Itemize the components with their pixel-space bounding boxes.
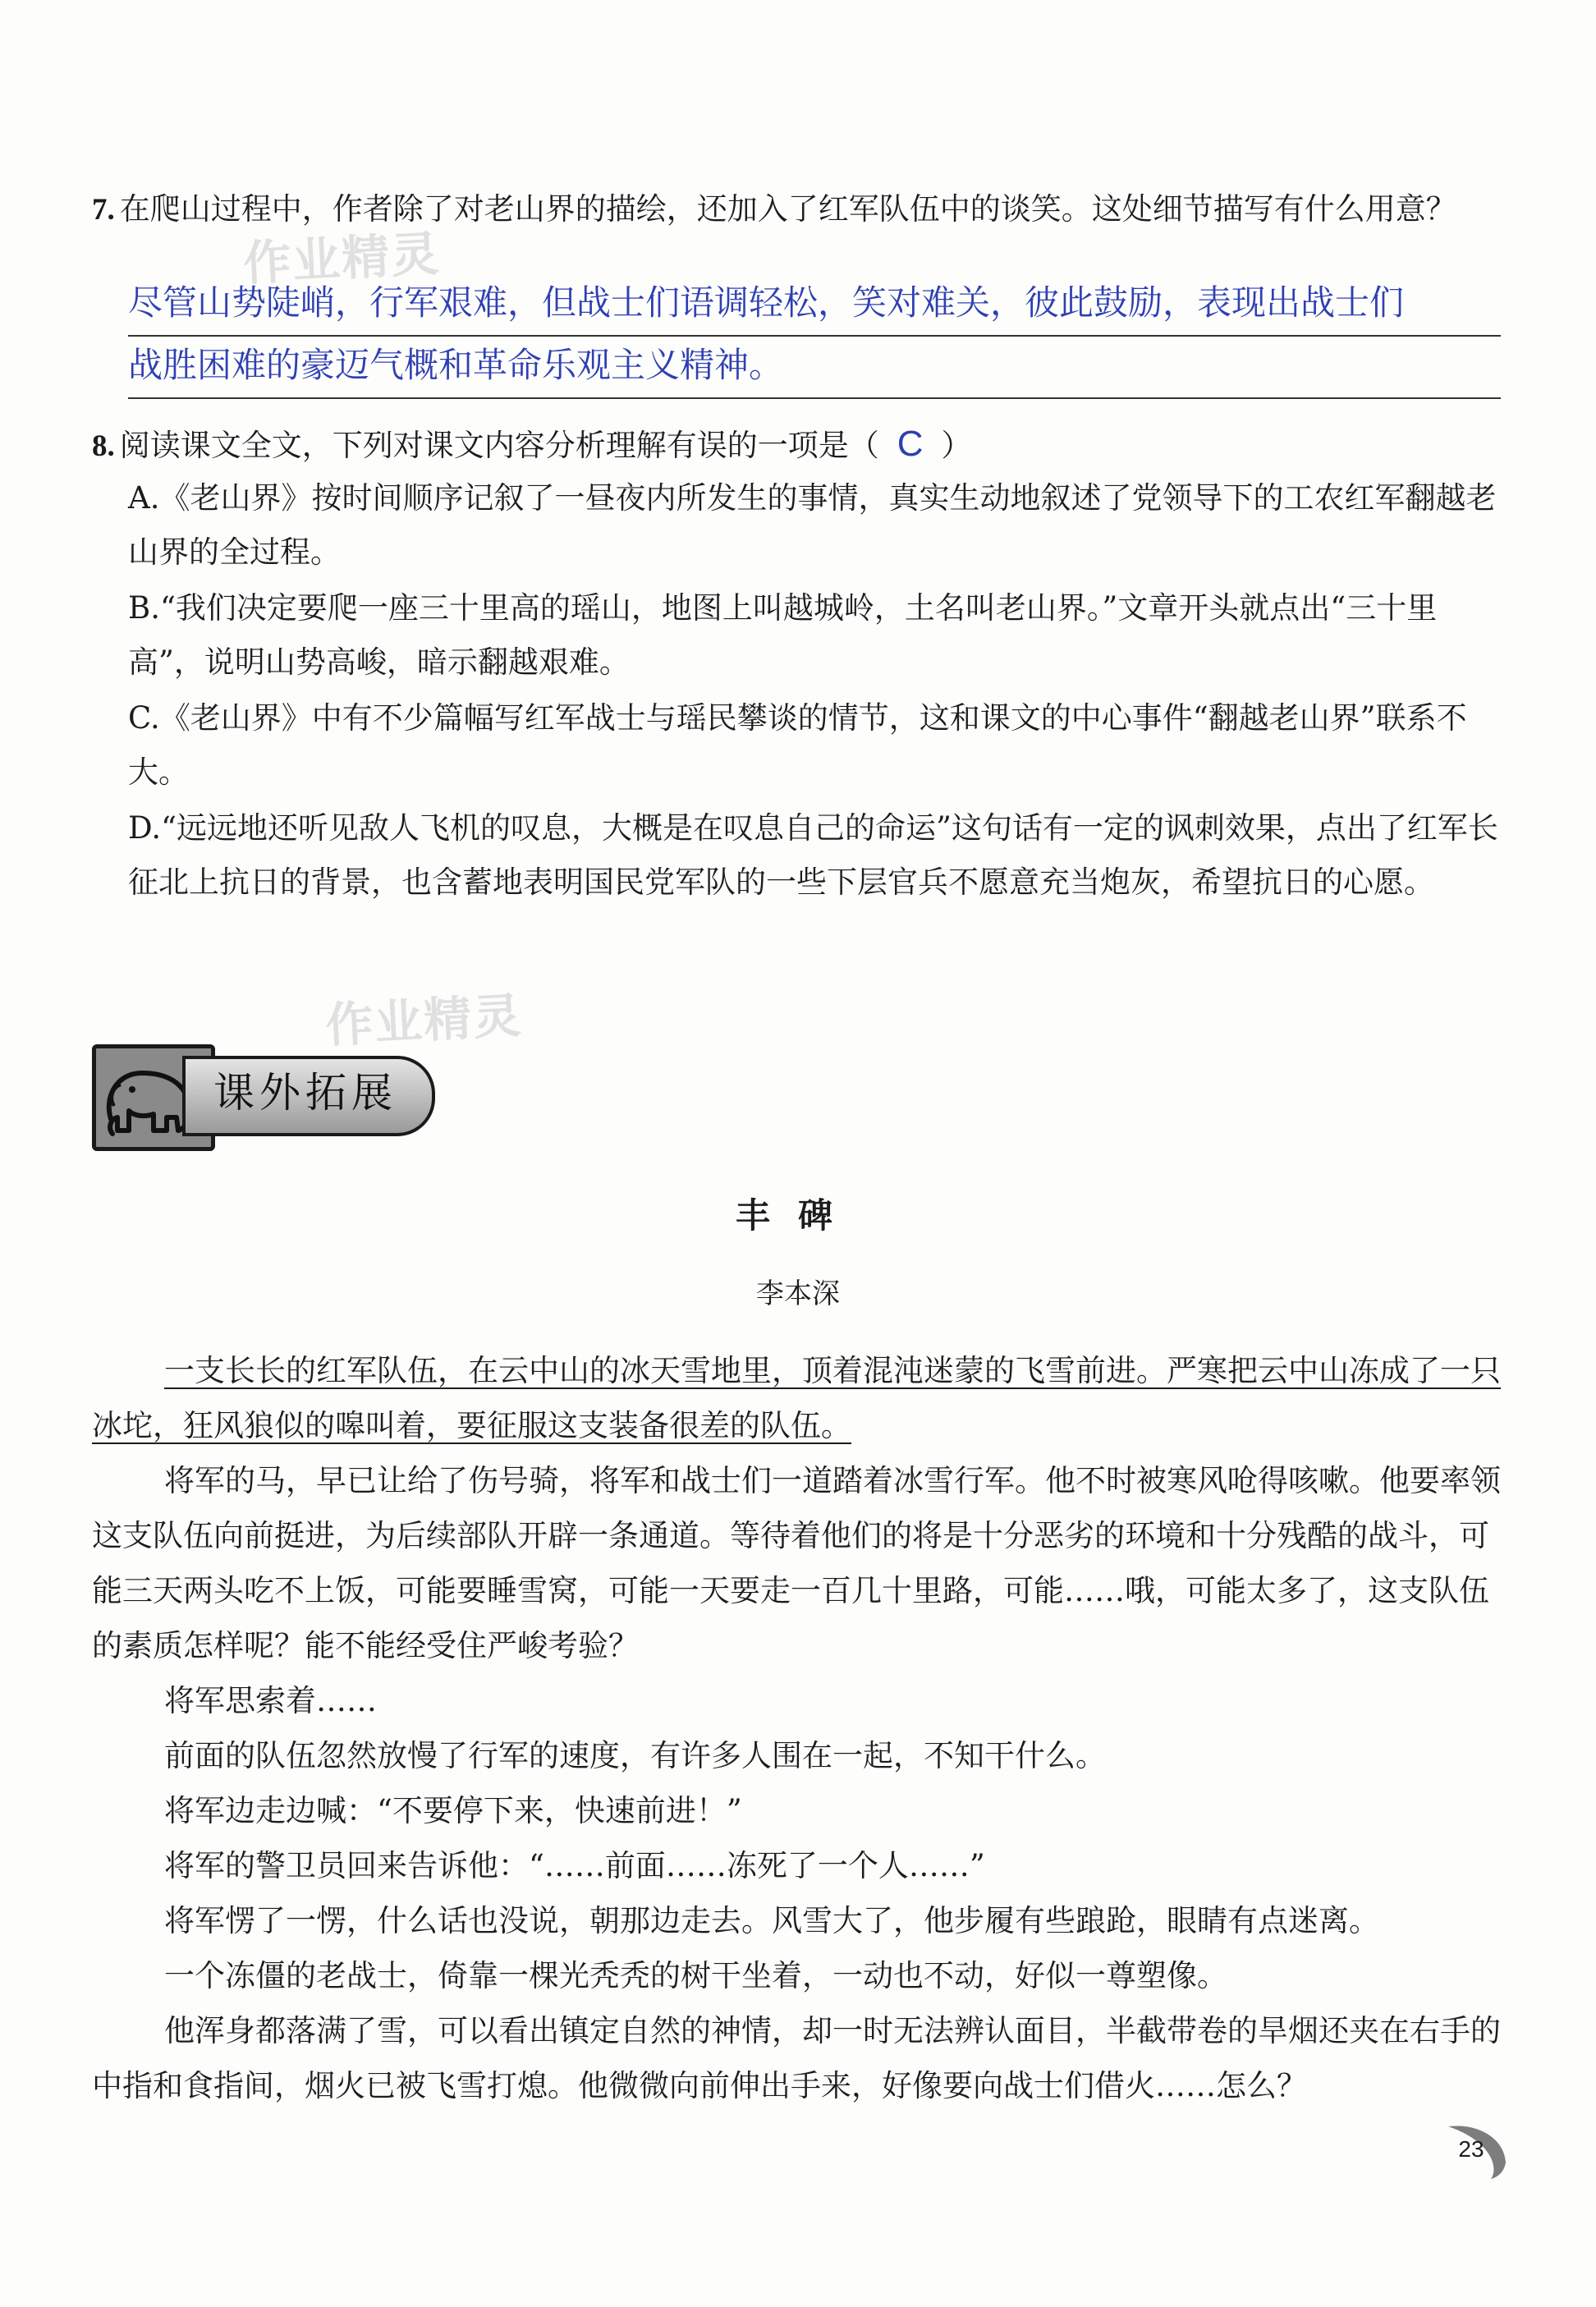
question-text: 在爬山过程中，作者除了对老山界的描绘，还加入了红军队伍中的谈笑。这处细节描写有什么用意？ [119, 191, 1456, 227]
article-paragraph: 将军边走边喊：“不要停下来，快速前进！” [164, 1793, 742, 1828]
choice-answer: C [897, 424, 924, 464]
option-a: A.《老山界》按时间顺序记叙了一昼夜内所发生的事情，真实生动地叙述了党领导下的工农红军翻越老山界的全过程。 [128, 480, 1497, 570]
underlined-text: 一支长长的红军队伍，在云中山的冰天雪地里，顶着混沌迷蒙的飞雪前进。严寒把云中山冻成了一只冰坨，狂风狼似的嗥叫着，要征服这支装备很差的队伍。 [92, 1353, 1501, 1443]
article-paragraph: 前面的队伍忽然放慢了行军的速度，有许多人围在一起，不知干什么。 [164, 1738, 1106, 1773]
option-d: D.“远远地还听见敌人飞机的叹息，大概是在叹息自己的命运”这句话有一定的讽刺效果，点出了红军长征北上抗日的背景，也含蓄地表明国民党军队的一些下层官兵不愿意充当炮灰，希望抗日的心愿。 [128, 810, 1498, 900]
option-b: B.“我们决定要爬一座三十里高的瑶山，地图上叫越城岭，土名叫老山界。”文章开头就点出“三十里高”，说明山势高峻，暗示翻越艰难。 [128, 590, 1438, 680]
article-paragraph [92, 1343, 1504, 1453]
watermark-text: 作业精灵 [241, 225, 442, 292]
article-title: 丰碑 [735, 1195, 860, 1236]
article-paragraph: 他浑身都落满了雪，可以看出镇定自然的神情，却一时无法辨认面目，半截带卷的旱烟还夹在右手的中指和食指间，烟火已被飞雪打熄。他微微向前伸出手来，好像要向战士们借火……怎么？ [92, 2013, 1501, 2103]
section-title: 课外拓展 [213, 1069, 397, 1117]
answer-line-1: 尽管山势陡峭，行军艰难，但战士们语调轻松，笑对难关，彼此鼓励，表现出战士们 [128, 271, 1501, 337]
article-paragraph: 将军思索着…… [164, 1683, 377, 1718]
article-paragraph: 将军的马，早已让给了伤号骑，将军和战士们一道踏着冰雪行军。他不时被寒风呛得咳嗽。他要率领这支队伍向前挺进，为后续部队开辟一条通道。等待着他们的将是十分恶劣的环境和十分残酷的战斗，可能三天两头吃不上饭，可能要睡雪窝，可能一天要走一百几十里路，可能……哦，可能太多了，这支队伍的素质怎样呢？能不能经受住严峻考验？ [92, 1463, 1501, 1663]
question-text-end: ） [941, 428, 972, 463]
page-number: 23 [1458, 2136, 1484, 2162]
article-author: 李本深 [756, 1277, 840, 1310]
section-badge [92, 1028, 437, 1151]
article-paragraph: 将军的警卫员回来告诉他：“……前面……冻死了一个人……” [164, 1848, 985, 1883]
answer-line-2: 战胜困难的豪迈气概和革命乐观主义精神。 [128, 333, 1501, 399]
article-paragraph: 一个冻僵的老战士，倚靠一棵光秃秃的树干坐着，一动也不动，好似一尊塑像。 [164, 1958, 1227, 1993]
option-c: C.《老山界》中有不少篇幅写红军战士与瑶民攀谈的情节，这和课文的中心事件“翻越老山界”联系不大。 [128, 700, 1467, 790]
question-number: 8. [92, 429, 115, 463]
article-paragraph: 将军愣了一愣，什么话也没说，朝那边走去。风雪大了，他步履有些踉跄，眼睛有点迷离。 [164, 1903, 1379, 1938]
question-text: 阅读课文全文，下列对课文内容分析理解有误的一项是（ [119, 428, 879, 463]
question-8 [92, 417, 1504, 474]
question-number: 7. [92, 193, 115, 227]
watermark-text: 作业精灵 [323, 987, 524, 1054]
